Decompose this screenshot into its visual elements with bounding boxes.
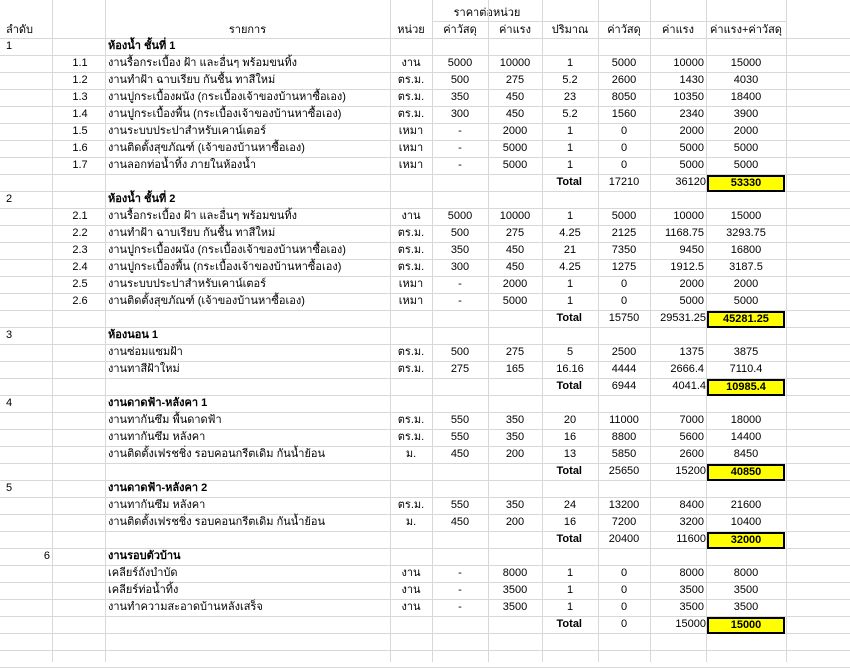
cell-sub[interactable]: 1.4 bbox=[72, 108, 88, 120]
cell-lt[interactable]: 10350 bbox=[673, 91, 704, 103]
cell-sub[interactable]: 1.3 bbox=[72, 91, 88, 103]
cell-lab[interactable]: 8000 bbox=[502, 567, 528, 579]
cell-qty[interactable]: 1 bbox=[566, 125, 574, 137]
cell-sum[interactable]: 3875 bbox=[733, 346, 759, 358]
cell-unit[interactable]: งาน bbox=[401, 567, 421, 579]
cell-mat[interactable]: - bbox=[458, 125, 462, 137]
cell-qty[interactable]: 16 bbox=[563, 516, 577, 528]
cell-unit[interactable]: ตร.ม. bbox=[397, 227, 425, 239]
grid-row-line bbox=[432, 21, 786, 22]
cell-qty[interactable]: 1 bbox=[566, 210, 574, 222]
cell-no[interactable]: 2 bbox=[6, 193, 13, 205]
cell-lab[interactable]: 10000 bbox=[499, 57, 531, 69]
cell-item[interactable]: เคลียร์ถังบำบัด bbox=[108, 567, 178, 579]
cell-mat[interactable]: - bbox=[458, 567, 462, 579]
cell-lab[interactable]: 450 bbox=[505, 91, 525, 103]
cell-total[interactable]: Total bbox=[556, 312, 582, 324]
cell-lt[interactable]: 1912.5 bbox=[670, 261, 704, 273]
cell-item[interactable]: งานระบบประปาสำหรับเคาน์เตอร์ bbox=[108, 125, 267, 137]
cell-title[interactable]: ห้องน้ำ ชั้นที่ 1 bbox=[108, 40, 176, 52]
cell-sum[interactable]: 15000 bbox=[730, 57, 762, 69]
cell-lt[interactable]: 2340 bbox=[679, 108, 704, 120]
cell-sum[interactable]: 3900 bbox=[733, 108, 759, 120]
cell-sum[interactable]: 8450 bbox=[733, 448, 759, 460]
cell-mt[interactable]: 2125 bbox=[611, 227, 637, 239]
cell-sub[interactable]: 1.1 bbox=[72, 57, 88, 69]
cell-unit[interactable]: ตร.ม. bbox=[397, 363, 425, 375]
cell-mat[interactable]: 5000 bbox=[447, 57, 473, 69]
cell-lt[interactable]: 1375 bbox=[679, 346, 704, 358]
cell-item[interactable]: งานติดตั้งเฟรชชิ่ง รอบคอนกรีตเดิม กันน้ำย้อน bbox=[108, 516, 326, 528]
cell-unit[interactable]: เหมา bbox=[398, 125, 424, 137]
cell-sum[interactable]: 15000 bbox=[730, 210, 762, 222]
cell-sum[interactable]: 4030 bbox=[733, 74, 759, 86]
cell-mt[interactable]: 5850 bbox=[611, 448, 637, 460]
cell-mat[interactable]: 275 bbox=[450, 363, 470, 375]
cell-mt[interactable]: 5000 bbox=[611, 57, 637, 69]
cell-no6[interactable]: 6 bbox=[43, 550, 50, 562]
cell-lt[interactable]: 15000 bbox=[675, 618, 706, 630]
cell-sum[interactable]: 5000 bbox=[733, 159, 759, 171]
col-material-header: ค่าวัสดุ bbox=[443, 24, 477, 36]
cell-sum[interactable]: 14400 bbox=[730, 431, 762, 443]
cell-mat[interactable]: - bbox=[458, 295, 462, 307]
cell-item[interactable]: เคลียร์ท่อน้ำทิ้ง bbox=[108, 584, 179, 596]
cell-unit[interactable]: ตร.ม. bbox=[397, 499, 425, 511]
cell-no[interactable]: 1 bbox=[6, 40, 13, 52]
cell-lab[interactable]: 350 bbox=[505, 431, 525, 443]
grand-total-highlight[interactable]: 10985.4 bbox=[707, 379, 785, 396]
cell-sub[interactable]: 1.2 bbox=[72, 74, 88, 86]
cell-qty[interactable]: 23 bbox=[563, 91, 577, 103]
cell-lt[interactable]: 5000 bbox=[679, 142, 704, 154]
cell-lt[interactable]: 11600 bbox=[676, 533, 706, 545]
cell-mt[interactable]: 4444 bbox=[611, 363, 637, 375]
cell-lab[interactable]: 450 bbox=[505, 108, 525, 120]
cell-mat[interactable]: 350 bbox=[450, 91, 470, 103]
cell-sum[interactable]: 8000 bbox=[733, 567, 759, 579]
cell-qty[interactable]: 4.25 bbox=[559, 227, 581, 239]
col-unit-header: หน่วย bbox=[397, 24, 425, 36]
cell-lt[interactable]: 5000 bbox=[679, 295, 704, 307]
cell-unit[interactable]: ตร.ม. bbox=[397, 346, 425, 358]
cell-mat[interactable]: 450 bbox=[450, 516, 470, 528]
cell-lt[interactable]: 2000 bbox=[679, 278, 704, 290]
cell-mt[interactable]: 0 bbox=[620, 278, 628, 290]
cell-lab[interactable]: 2000 bbox=[502, 278, 528, 290]
cell-sub[interactable]: 1.5 bbox=[72, 125, 88, 137]
cell-lt[interactable]: 2000 bbox=[679, 125, 704, 137]
cell-qty[interactable]: 1 bbox=[566, 295, 574, 307]
cell-lt[interactable]: 9450 bbox=[679, 244, 704, 256]
cell-lt[interactable]: 8000 bbox=[679, 567, 704, 579]
col-labor-header: ค่าแรง bbox=[499, 24, 531, 36]
cell-sub[interactable]: 2.1 bbox=[72, 210, 88, 222]
cell-mt[interactable]: 0 bbox=[620, 601, 628, 613]
col-sum-header: ค่าแรง+ค่าวัสดุ bbox=[710, 24, 782, 36]
cell-lt[interactable]: 1168.75 bbox=[665, 227, 704, 239]
cell-mat[interactable]: 5000 bbox=[447, 210, 473, 222]
cell-qty[interactable]: 1 bbox=[566, 278, 574, 290]
cell-lt[interactable]: 10000 bbox=[673, 210, 704, 222]
cell-qty[interactable]: 4.25 bbox=[559, 261, 581, 273]
cell-mat[interactable]: 500 bbox=[450, 227, 470, 239]
cell-unit[interactable]: ตร.ม. bbox=[397, 431, 425, 443]
cell-unit[interactable]: ตร.ม. bbox=[397, 91, 425, 103]
cell-item[interactable]: งานซ่อมแซมฝ้า bbox=[108, 346, 183, 358]
cell-item[interactable]: งานติดตั้งสุขภัณฑ์ (เจ้าของบ้านหาซื้อเอง) bbox=[108, 295, 305, 307]
cell-lt[interactable]: 4041.4 bbox=[672, 380, 706, 392]
cell-qty[interactable]: 13 bbox=[563, 448, 577, 460]
cell-sum[interactable]: 21600 bbox=[730, 499, 762, 511]
cell-qty[interactable]: 16.16 bbox=[556, 363, 584, 375]
cell-lt[interactable]: 1430 bbox=[679, 74, 704, 86]
cell-item[interactable]: งานปูกระเบื้องผนัง (กระเบื้องเจ้าของบ้านหาซื้อเอง) bbox=[108, 91, 346, 103]
col-item-header: รายการ bbox=[228, 24, 267, 36]
cell-mat[interactable]: 500 bbox=[450, 346, 470, 358]
cell-sub[interactable]: 2.5 bbox=[72, 278, 88, 290]
cell-total[interactable]: Total bbox=[556, 618, 582, 630]
cell-sum[interactable]: 7110.4 bbox=[729, 363, 763, 375]
cell-mt[interactable]: 13200 bbox=[608, 499, 640, 511]
cell-title[interactable]: ห้องน้ำ ชั้นที่ 2 bbox=[108, 193, 176, 205]
cell-qty[interactable]: 16 bbox=[563, 431, 577, 443]
cell-mat[interactable]: - bbox=[458, 601, 462, 613]
cell-lab[interactable]: 3500 bbox=[502, 584, 528, 596]
grand-total-highlight[interactable]: 53330 bbox=[707, 175, 785, 192]
cell-qty[interactable]: 5.2 bbox=[562, 74, 578, 86]
cell-lab[interactable]: 350 bbox=[505, 414, 525, 426]
cell-qty[interactable]: 5.2 bbox=[562, 108, 578, 120]
cell-total[interactable]: Total bbox=[556, 176, 582, 188]
cell-qty[interactable]: 24 bbox=[563, 499, 577, 511]
grand-total-highlight[interactable]: 45281.25 bbox=[707, 311, 785, 328]
cell-unit[interactable]: ตร.ม. bbox=[397, 244, 425, 256]
cell-lab[interactable]: 350 bbox=[505, 499, 525, 511]
cell-sum[interactable]: 18400 bbox=[730, 91, 762, 103]
cell-mt[interactable]: 5000 bbox=[611, 210, 637, 222]
cell-item[interactable]: งานรื้อกระเบื้อง ฝ้า และอื่นๆ พร้อมขนทิ้ง bbox=[108, 210, 298, 222]
cell-sub[interactable]: 1.7 bbox=[72, 159, 88, 171]
grand-total-highlight[interactable]: 32000 bbox=[707, 532, 785, 549]
cell-lab[interactable]: 165 bbox=[505, 363, 525, 375]
cell-lt[interactable]: 7000 bbox=[679, 414, 704, 426]
cell-mat[interactable]: - bbox=[458, 142, 462, 154]
cell-lab[interactable]: 200 bbox=[505, 516, 525, 528]
cell-sum[interactable]: 3500 bbox=[733, 601, 759, 613]
cell-lab[interactable]: 450 bbox=[505, 244, 525, 256]
cell-lab[interactable]: 10000 bbox=[499, 210, 531, 222]
cell-item[interactable]: งานทากันซึม หลังคา bbox=[108, 499, 206, 511]
cell-lt[interactable]: 5600 bbox=[679, 431, 704, 443]
cell-lab[interactable]: 200 bbox=[505, 448, 525, 460]
cell-mt[interactable]: 0 bbox=[620, 159, 628, 171]
cell-mat[interactable]: 450 bbox=[450, 448, 470, 460]
cell-lt[interactable]: 10000 bbox=[673, 57, 704, 69]
cell-sum[interactable]: 18000 bbox=[730, 414, 762, 426]
cell-item[interactable]: งานลอกท่อน้ำทิ้ง ภายในห้องน้ำ bbox=[108, 159, 256, 171]
cell-item[interactable]: งานทำฝ้า ฉาบเรียบ กันชื้น ทาสีใหม่ bbox=[108, 227, 276, 239]
cell-sub[interactable]: 2.4 bbox=[72, 261, 88, 273]
cell-lab[interactable]: 3500 bbox=[502, 601, 528, 613]
cell-unit[interactable]: ม. bbox=[405, 448, 417, 460]
cell-mt[interactable]: 1560 bbox=[611, 108, 637, 120]
cell-mat[interactable]: - bbox=[458, 159, 462, 171]
cell-mt[interactable]: 11000 bbox=[609, 414, 639, 426]
cell-sub[interactable]: 2.2 bbox=[72, 227, 88, 239]
price-per-unit-header: ราคาต่อหน่วย bbox=[453, 7, 521, 19]
cell-item[interactable]: งานทำฝ้า ฉาบเรียบ กันชื้น ทาสีใหม่ bbox=[108, 74, 276, 86]
cell-no[interactable]: 5 bbox=[6, 482, 13, 494]
cell-lt[interactable]: 8400 bbox=[679, 499, 704, 511]
grand-total-highlight[interactable]: 40850 bbox=[707, 464, 785, 481]
cell-mt[interactable]: 0 bbox=[620, 142, 628, 154]
cell-sum[interactable]: 3187.5 bbox=[729, 261, 763, 273]
cell-qty[interactable]: 1 bbox=[566, 159, 574, 171]
cell-title[interactable]: งานดาดฟ้า-หลังคา 2 bbox=[108, 482, 208, 494]
cell-unit[interactable]: เหมา bbox=[398, 142, 424, 154]
cell-mt[interactable]: 25650 bbox=[608, 465, 640, 477]
cell-sum[interactable]: 10400 bbox=[730, 516, 762, 528]
cell-title[interactable]: งานดาดฟ้า-หลังคา 1 bbox=[108, 397, 208, 409]
cell-mt[interactable]: 1275 bbox=[611, 261, 637, 273]
cell-item[interactable]: งานปูกระเบื้องพื้น (กระเบื้องเจ้าของบ้านหาซื้อเอง) bbox=[108, 261, 342, 273]
cell-lt[interactable]: 5000 bbox=[679, 159, 704, 171]
cell-unit[interactable]: ม. bbox=[405, 516, 417, 528]
cell-sum[interactable]: 5000 bbox=[733, 295, 759, 307]
grid-column-line bbox=[52, 0, 53, 662]
cell-mt[interactable]: 2500 bbox=[611, 346, 637, 358]
cell-mt[interactable]: 20400 bbox=[608, 533, 640, 545]
cell-mt[interactable]: 8800 bbox=[611, 431, 637, 443]
cell-unit[interactable]: งาน bbox=[401, 57, 421, 69]
cell-lt[interactable]: 2666.4 bbox=[670, 363, 704, 375]
cell-lt[interactable]: 3500 bbox=[679, 584, 704, 596]
cell-sum[interactable]: 2000 bbox=[733, 125, 759, 137]
cell-title[interactable]: งานรอบตัวบ้าน bbox=[108, 550, 181, 562]
cell-mat[interactable]: - bbox=[458, 584, 462, 596]
cell-item[interactable]: งานทำความสะอาดบ้านหลังเสร็จ bbox=[108, 601, 263, 613]
cell-unit[interactable]: ตร.ม. bbox=[397, 74, 425, 86]
cell-unit[interactable]: ตร.ม. bbox=[397, 414, 425, 426]
col-material-total-header: ค่าวัสดุ bbox=[607, 24, 641, 36]
cell-no[interactable]: 4 bbox=[6, 397, 13, 409]
cell-sub[interactable]: 2.6 bbox=[72, 295, 88, 307]
cell-mat[interactable]: 300 bbox=[450, 108, 470, 120]
cell-qty[interactable]: 1 bbox=[566, 601, 574, 613]
col-labor-total-header: ค่าแรง bbox=[662, 24, 694, 36]
cell-mt[interactable]: 2600 bbox=[611, 74, 637, 86]
cell-mt[interactable]: 6944 bbox=[611, 380, 637, 392]
col-qty-header: ปริมาณ bbox=[551, 24, 589, 36]
cell-mt[interactable]: 0 bbox=[620, 125, 628, 137]
cell-item[interactable]: งานทากันซึม พื้นดาดฟ้า bbox=[108, 414, 222, 426]
cell-sub[interactable]: 2.3 bbox=[72, 244, 88, 256]
cell-lab[interactable]: 5000 bbox=[502, 295, 528, 307]
cell-item[interactable]: งานปูกระเบื้องผนัง (กระเบื้องเจ้าของบ้านหาซื้อเอง) bbox=[108, 244, 346, 256]
cell-lt[interactable]: 3200 bbox=[679, 516, 704, 528]
cell-mat[interactable]: 550 bbox=[450, 431, 470, 443]
cell-lt[interactable]: 15200 bbox=[675, 465, 706, 477]
cell-total[interactable]: Total bbox=[556, 380, 582, 392]
cell-mt[interactable]: 0 bbox=[620, 295, 628, 307]
cell-mt[interactable]: 17210 bbox=[608, 176, 640, 188]
cell-lab[interactable]: 275 bbox=[505, 346, 525, 358]
cell-unit[interactable]: เหมา bbox=[398, 295, 424, 307]
cell-mat[interactable]: 300 bbox=[450, 261, 470, 273]
cell-lab[interactable]: 275 bbox=[505, 74, 525, 86]
cell-unit[interactable]: ตร.ม. bbox=[397, 108, 425, 120]
cell-qty[interactable]: 20 bbox=[563, 414, 577, 426]
cell-lab[interactable]: 5000 bbox=[502, 142, 528, 154]
cell-mt[interactable]: 8050 bbox=[611, 91, 637, 103]
cell-item[interactable]: งานรื้อกระเบื้อง ฝ้า และอื่นๆ พร้อมขนทิ้ง bbox=[108, 57, 298, 69]
grid-row-line bbox=[0, 650, 850, 651]
cell-qty[interactable]: 1 bbox=[566, 57, 574, 69]
cell-total[interactable]: Total bbox=[556, 465, 582, 477]
cell-mat[interactable]: - bbox=[458, 278, 462, 290]
grid-column-line bbox=[105, 0, 106, 662]
cell-qty[interactable]: 1 bbox=[566, 584, 574, 596]
col-no-header: ลำดับ bbox=[6, 24, 34, 36]
cell-mt[interactable]: 15750 bbox=[608, 312, 640, 324]
cell-mat[interactable]: 550 bbox=[450, 499, 470, 511]
cell-lt[interactable]: 29531.25 bbox=[660, 312, 706, 324]
cell-lab[interactable]: 275 bbox=[505, 227, 525, 239]
cell-sum[interactable]: 16800 bbox=[730, 244, 762, 256]
cell-unit[interactable]: งาน bbox=[401, 210, 421, 222]
cell-unit[interactable]: เหมา bbox=[398, 278, 424, 290]
cell-title[interactable]: ห้องนอน 1 bbox=[108, 329, 159, 341]
cell-sum[interactable]: 5000 bbox=[733, 142, 759, 154]
grid-column-line bbox=[786, 0, 787, 662]
cell-mt[interactable]: 0 bbox=[620, 567, 628, 579]
cell-sum[interactable]: 3500 bbox=[733, 584, 759, 596]
cell-item[interactable]: งานระบบประปาสำหรับเคาน์เตอร์ bbox=[108, 278, 267, 290]
cell-lt[interactable]: 36120 bbox=[675, 176, 706, 188]
cell-sum[interactable]: 2000 bbox=[733, 278, 759, 290]
cell-qty[interactable]: 1 bbox=[566, 142, 574, 154]
cell-item[interactable]: งานทากันซึม หลังคา bbox=[108, 431, 206, 443]
grand-total-highlight[interactable]: 15000 bbox=[707, 617, 785, 634]
cell-mat[interactable]: 550 bbox=[450, 414, 470, 426]
cell-item[interactable]: งานติดตั้งสุขภัณฑ์ (เจ้าของบ้านหาซื้อเอง) bbox=[108, 142, 305, 154]
cell-item[interactable]: งานปูกระเบื้องพื้น (กระเบื้องเจ้าของบ้านหาซื้อเอง) bbox=[108, 108, 342, 120]
cell-qty[interactable]: 5 bbox=[566, 346, 574, 358]
cell-sum[interactable]: 3293.75 bbox=[726, 227, 766, 239]
cell-total[interactable]: Total bbox=[556, 533, 582, 545]
cell-unit[interactable]: งาน bbox=[401, 584, 421, 596]
cell-item[interactable]: งานติดตั้งเฟรชชิ่ง รอบคอนกรีตเดิม กันน้ำย้อน bbox=[108, 448, 326, 460]
cell-qty[interactable]: 1 bbox=[566, 567, 574, 579]
cell-mt[interactable]: 0 bbox=[620, 584, 628, 596]
cell-mt[interactable]: 0 bbox=[620, 618, 628, 630]
cell-lab[interactable]: 2000 bbox=[502, 125, 528, 137]
cell-sub[interactable]: 1.6 bbox=[72, 142, 88, 154]
cell-lab[interactable]: 450 bbox=[505, 261, 525, 273]
cell-mt[interactable]: 7200 bbox=[611, 516, 637, 528]
cell-unit[interactable]: เหมา bbox=[398, 159, 424, 171]
cell-item[interactable]: งานทาสีฝ้าใหม่ bbox=[108, 363, 180, 375]
cell-lab[interactable]: 5000 bbox=[502, 159, 528, 171]
cell-lt[interactable]: 2600 bbox=[679, 448, 704, 460]
cell-mat[interactable]: 500 bbox=[450, 74, 470, 86]
cell-qty[interactable]: 21 bbox=[563, 244, 577, 256]
cell-mt[interactable]: 7350 bbox=[611, 244, 637, 256]
cell-no[interactable]: 3 bbox=[6, 329, 13, 341]
cell-mat[interactable]: 350 bbox=[450, 244, 470, 256]
cell-lt[interactable]: 3500 bbox=[679, 601, 704, 613]
cell-unit[interactable]: งาน bbox=[401, 601, 421, 613]
cell-unit[interactable]: ตร.ม. bbox=[397, 261, 425, 273]
